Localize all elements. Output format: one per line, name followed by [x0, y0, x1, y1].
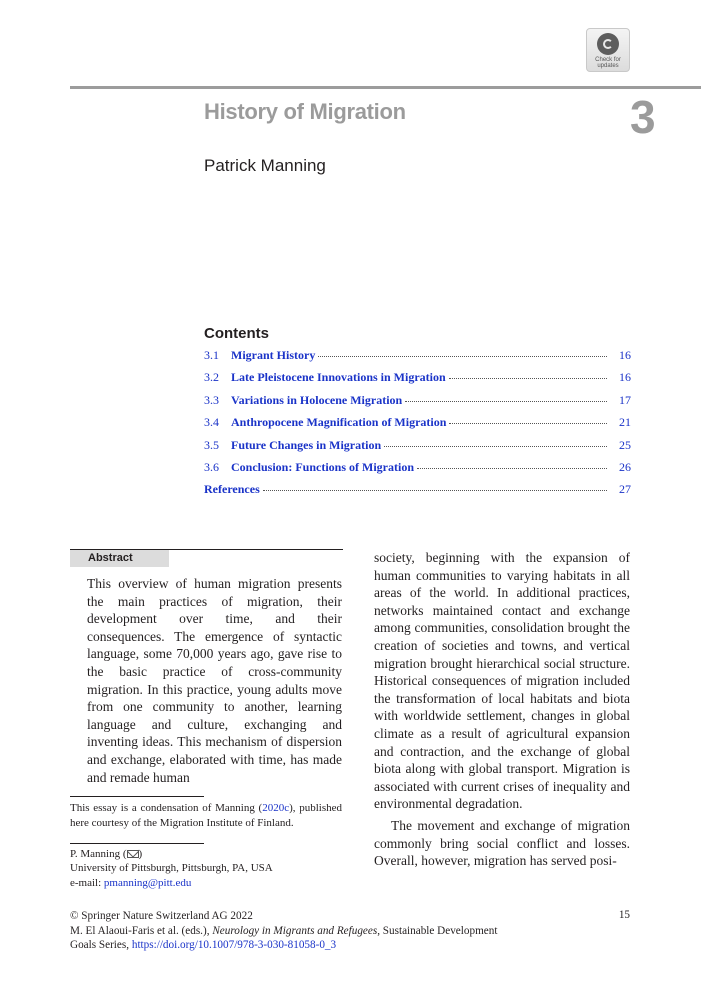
toc-references-page[interactable]: 27	[619, 482, 631, 497]
toc-entry-title[interactable]: Future Changes in Migration	[231, 437, 382, 452]
toc-leader-dots	[449, 377, 607, 379]
badge-text: Check for updates	[595, 57, 621, 69]
citation-link[interactable]: 2020c	[262, 802, 290, 814]
toc-leader-dots	[318, 355, 607, 357]
footnote: This essay is a condensation of Manning (2020c), published here courtesy of the Migration Institute of Finland.	[70, 802, 342, 829]
toc-leader-dots	[417, 467, 607, 469]
affiliation-email-line: e-mail: pmanning@pitt.edu	[70, 876, 192, 889]
toc-entry-number: 3.4	[204, 415, 219, 430]
affiliation-name-line: P. Manning ( )	[70, 848, 143, 860]
toc-leader-dots	[449, 422, 607, 424]
toc-entry-title[interactable]: Anthropocene Magnification of Migration	[231, 415, 447, 430]
citation-line: M. El Alaoui-Faris et al. (eds.), Neurology in Migrants and Refugees, Sustainable Development	[70, 924, 498, 937]
toc-entry-page[interactable]: 26	[619, 459, 631, 474]
affiliation-institution: University of Pittsburgh, Pittsburgh, PA, USA	[70, 862, 273, 875]
toc-entry-3-6[interactable]	[204, 460, 631, 482]
toc-entry-number: 3.5	[204, 437, 219, 452]
toc-entry-title[interactable]: Variations in Holocene Migration	[231, 392, 403, 407]
doi-link[interactable]: https://doi.org/10.1007/978-3-030-81058-0_3	[131, 939, 337, 951]
check-for-updates-badge[interactable]	[586, 28, 630, 72]
toc-references-title[interactable]: References	[204, 482, 260, 497]
toc-entry-page[interactable]: 16	[619, 370, 631, 385]
author-affiliation	[70, 847, 273, 890]
body-paragraph: The movement and exchange of migration commonly bring social conflict and losses. Overall, however, migration has served posi-	[374, 817, 630, 869]
copyright-line: © Springer Nature Switzerland AG 2022	[70, 910, 253, 922]
contents-heading: Contents	[204, 325, 269, 342]
header-rule	[70, 86, 701, 89]
series-line: Goals Series, https://doi.org/10.1007/978-3-030-81058-0_3	[70, 939, 337, 951]
abstract-label: Abstract	[70, 550, 169, 567]
toc-entry-title[interactable]: Conclusion: Functions of Migration	[231, 459, 415, 474]
toc-entry-3-2[interactable]	[204, 370, 631, 392]
toc-entry-number: 3.3	[204, 392, 219, 407]
affiliation-rule	[70, 843, 204, 844]
toc-leader-dots	[263, 489, 607, 491]
toc-entry-page[interactable]: 21	[619, 415, 631, 430]
toc-leader-dots	[384, 445, 607, 447]
toc-entry-3-5[interactable]	[204, 438, 631, 460]
toc-entry-3-1[interactable]	[204, 348, 631, 370]
chapter-title: History of Migration	[204, 99, 406, 124]
author-name: Patrick Manning	[204, 156, 326, 175]
abstract-text-right	[374, 549, 630, 870]
envelope-icon[interactable]	[127, 850, 139, 858]
abstract-paragraph: society, beginning with the expansion of human communities to varying habitats in all areas of the world. In additional practices, networks maintained contact and exchange among communities, consolidation brought the creation of societies and towns, and vertical migration brought hierarchical social structure. Historical consequences of migration included the transformation of local habitats and biota with worldwide settlement, changes in global climate as a result of agricultural expansion and contraction, and the exchange of global biota along with global transport. Migration is associated with current crises of inequality and environmental degradation.	[374, 550, 630, 812]
toc-entry-title[interactable]: Late Pleistocene Innovations in Migration	[231, 370, 446, 385]
toc-entry-title[interactable]: Migrant History	[231, 348, 316, 362]
toc-entry-3-3[interactable]	[204, 393, 631, 415]
abstract-text-left: This overview of human migration presents the main practices of migration, their development over time, and their consequences. The emergence of syntactic language, some 70,000 years ago, gave rise to the basic practice of cross-community migration. In this practice, young adults move from one community to another, learning language and culture, exchanging and inventing ideas. This mechanism of dispersion and exchange, elaborated with time, has made and remade human	[87, 576, 342, 785]
email-link[interactable]: pmanning@pitt.edu	[103, 876, 192, 889]
page-footer	[70, 909, 630, 953]
table-of-contents	[204, 348, 631, 505]
toc-entry-page[interactable]: 25	[619, 437, 631, 452]
footnote-rule	[70, 796, 204, 797]
toc-entry-number: 3.2	[204, 370, 219, 385]
chapter-number: 3	[630, 91, 656, 143]
update-icon	[597, 33, 619, 55]
toc-leader-dots	[405, 400, 607, 402]
toc-entry-references[interactable]	[204, 482, 631, 504]
toc-entry-number: 3.1	[204, 348, 219, 362]
toc-entry-3-4[interactable]	[204, 415, 631, 437]
book-title: Neurology in Migrants and Refugees	[212, 924, 378, 937]
toc-entry-page[interactable]: 16	[619, 348, 631, 362]
toc-entry-page[interactable]: 17	[619, 392, 631, 407]
page-number: 15	[618, 909, 630, 921]
toc-entry-number: 3.6	[204, 459, 219, 474]
